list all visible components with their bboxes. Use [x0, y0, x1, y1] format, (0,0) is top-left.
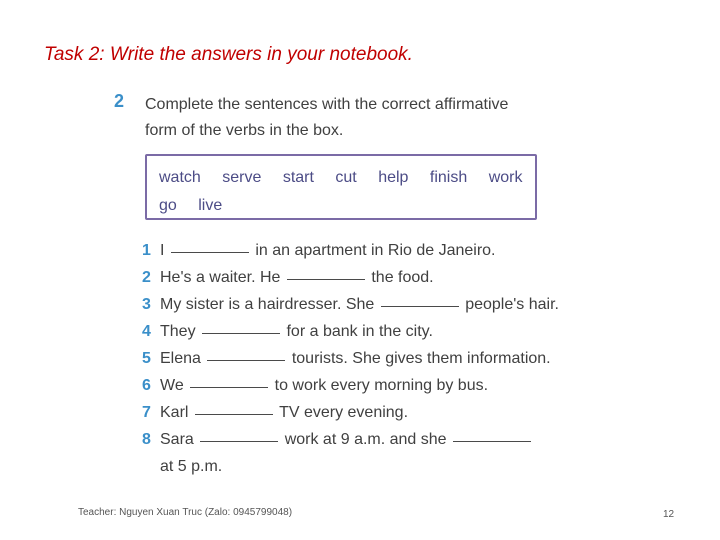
- sentence-number: 1: [142, 242, 151, 259]
- word-go: go: [159, 197, 177, 214]
- sentence-text-before: Elena: [160, 350, 201, 367]
- word-box-row-2: [159, 194, 523, 222]
- sentence-text-after: TV every evening.: [279, 404, 409, 421]
- sentence-2: [142, 264, 582, 291]
- page-number: 12: [663, 509, 675, 520]
- sentence-text-before: He's a waiter. He: [160, 269, 281, 286]
- word-cut: cut: [335, 169, 357, 186]
- sentence-text-after: tourists. She gives them information.: [291, 350, 551, 367]
- instruction-line-1: Complete the sentences with the correct affirmative: [145, 96, 509, 113]
- sentence-7: [142, 399, 582, 426]
- sentence-number: 5: [142, 350, 151, 367]
- instruction-line-2: form of the verbs in the box.: [145, 122, 344, 139]
- sentence-number: 3: [142, 296, 151, 313]
- answer-blank[interactable]: [202, 332, 280, 334]
- sentence-3: [142, 291, 582, 318]
- task-title: Task 2: Write the answers in your notebook.: [44, 44, 413, 65]
- sentence-text-before: My sister is a hairdresser. She: [160, 296, 375, 313]
- word-live: live: [198, 197, 223, 214]
- sentence-text-after: work at 9 a.m. and she: [284, 431, 447, 448]
- sentence-number: 2: [142, 269, 151, 286]
- footer-credit: Teacher: Nguyen Xuan Truc (Zalo: 0945799048): [78, 507, 293, 518]
- word-watch: watch: [159, 169, 201, 186]
- sentence-1: [142, 237, 582, 264]
- sentence-text-after: the food.: [371, 269, 434, 286]
- sentence-text-after: to work every morning by bus.: [274, 377, 489, 394]
- sentence-text-after: in an apartment in Rio de Janeiro.: [255, 242, 496, 259]
- answer-blank[interactable]: [171, 251, 249, 253]
- answer-blank[interactable]: [195, 413, 273, 415]
- word-box: [145, 154, 537, 220]
- sentence-text-after: for a bank in the city.: [286, 323, 433, 340]
- answer-blank[interactable]: [453, 440, 531, 442]
- word-start: start: [282, 169, 314, 186]
- sentence-text-before: Karl: [160, 404, 189, 421]
- exercise-number: 2: [114, 91, 125, 111]
- word-work: work: [488, 169, 523, 186]
- answer-blank[interactable]: [200, 440, 278, 442]
- word-serve: serve: [222, 169, 262, 186]
- sentence-text-before: I: [160, 242, 165, 259]
- sentence-list: [142, 237, 582, 480]
- word-finish: finish: [429, 169, 468, 186]
- sentence-number: 4: [142, 323, 151, 340]
- sentence-text-after: people's hair.: [465, 296, 559, 313]
- answer-blank[interactable]: [381, 305, 459, 307]
- word-help: help: [378, 169, 409, 186]
- sentence-number: 6: [142, 377, 151, 394]
- exercise-instruction: [145, 92, 565, 144]
- answer-blank[interactable]: [207, 359, 285, 361]
- sentence-text-before: They: [160, 323, 196, 340]
- answer-blank[interactable]: [287, 278, 365, 280]
- sentence-text-before: Sara: [160, 431, 194, 448]
- sentence-8-continuation: at 5 p.m.: [160, 458, 223, 475]
- sentence-6: [142, 372, 582, 399]
- sentence-8: [142, 426, 582, 453]
- answer-blank[interactable]: [190, 386, 268, 388]
- sentence-text-before: We: [160, 377, 184, 394]
- word-box-row-1: [159, 166, 523, 194]
- sentence-number: 8: [142, 431, 151, 448]
- sentence-4: [142, 318, 582, 345]
- sentence-number: 7: [142, 404, 151, 421]
- sentence-5: [142, 345, 582, 372]
